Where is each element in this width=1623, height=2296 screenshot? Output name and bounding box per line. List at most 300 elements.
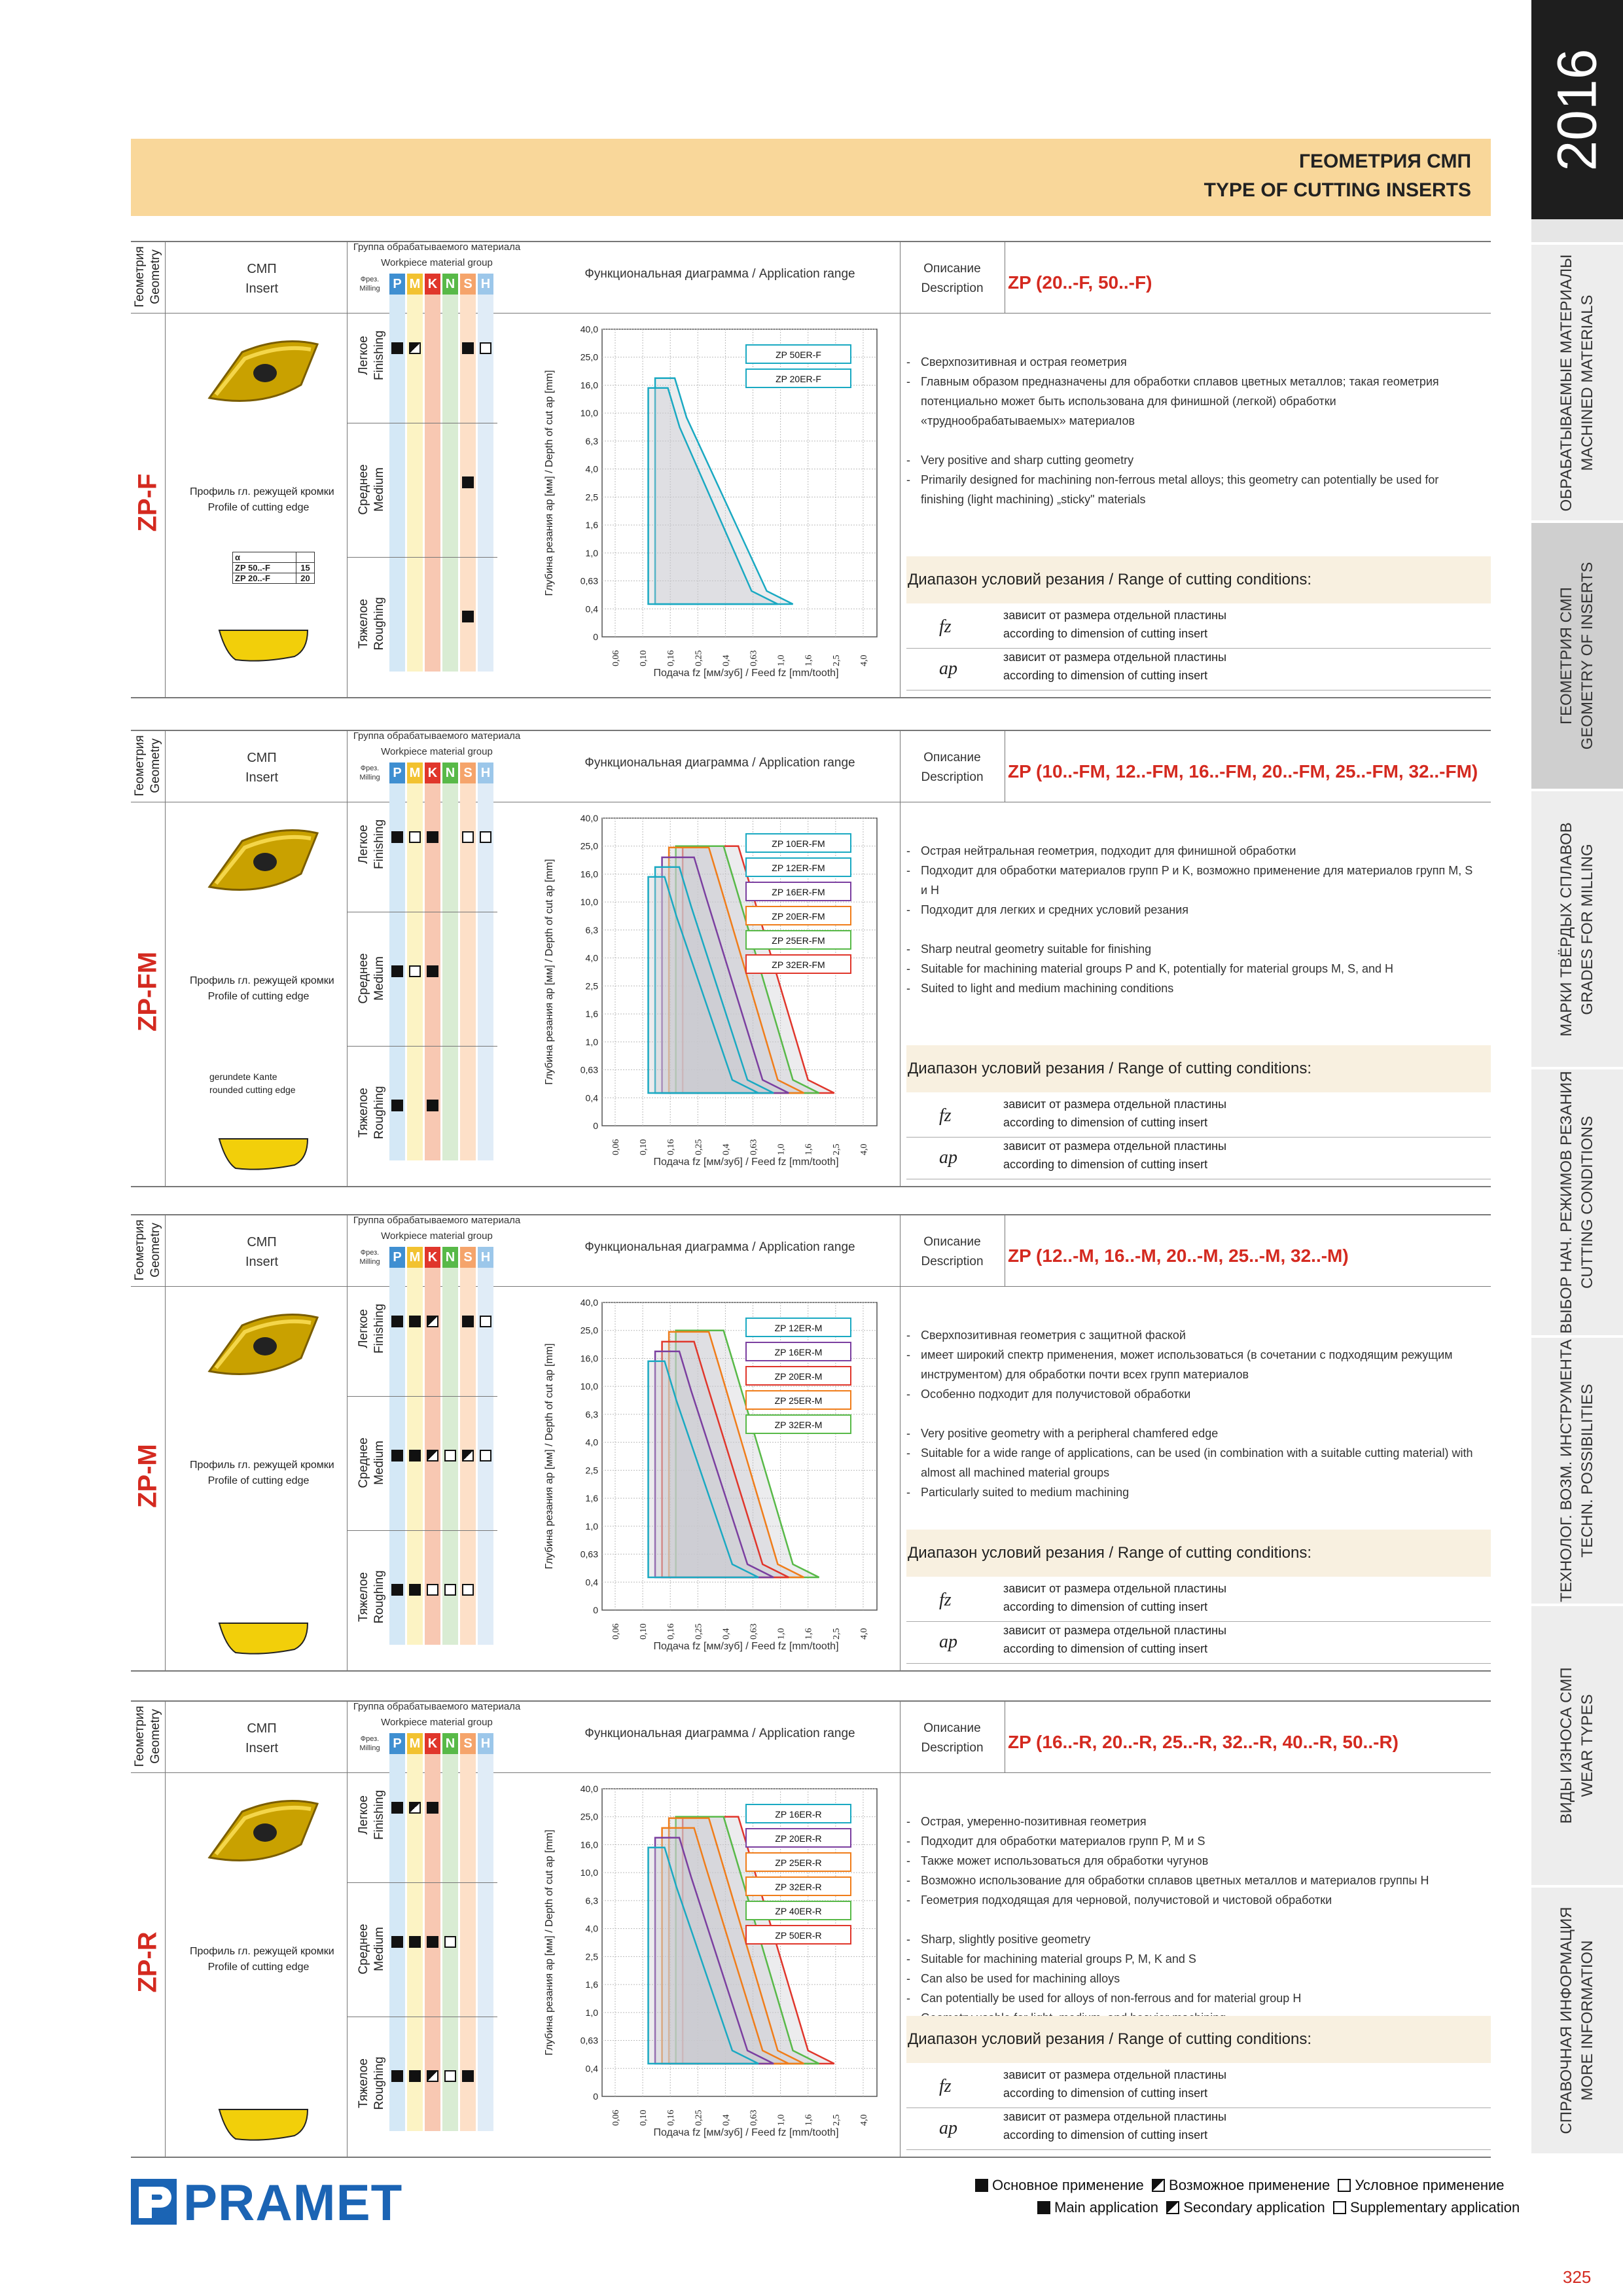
insert-image [203, 1306, 327, 1391]
y-tick-label: 2,5 [585, 492, 598, 503]
y-tick-label: 0,63 [580, 1064, 598, 1075]
insert-image [203, 821, 327, 906]
divider [131, 1286, 1491, 1287]
divider [347, 557, 497, 558]
material-band-s [460, 762, 476, 1160]
condition-en: according to dimension of cutting insert [1003, 1116, 1208, 1129]
condition-fz [906, 1581, 1491, 1621]
description-item: - Сверхпозитивная и острая геометрия [906, 352, 1482, 372]
page-header [131, 139, 1491, 216]
insert-label: СМП Insert [245, 262, 279, 296]
y-tick-label: 10,0 [580, 1867, 598, 1878]
angle-table-row [233, 562, 314, 573]
description-item: - Suitable for machining material groups P and K, potentially for material groups M, S, and H [906, 959, 1482, 978]
y-tick-label: 25,0 [580, 351, 598, 363]
y-tick-label: 1,6 [585, 520, 598, 531]
description-item: - Сверхпозитивная геометрия с защитной фаской [906, 1325, 1482, 1345]
y-tick-label: 0,63 [580, 1549, 598, 1560]
material-m: M [407, 1733, 423, 1754]
material-band-n [442, 274, 458, 672]
year-label: 2016 [1546, 48, 1608, 171]
material-group-label: Группа обрабатываемого материала Workpiece material group [353, 1215, 521, 1242]
divider [131, 697, 1491, 698]
application-mark-icon [409, 342, 421, 354]
profile-note: gerundete Kante rounded cutting edge [209, 1071, 296, 1095]
y-tick-label: 0,4 [585, 1577, 598, 1588]
y-tick-label: 16,0 [580, 1353, 598, 1364]
divider [347, 1396, 497, 1397]
divider [900, 730, 901, 1186]
side-tab-label [1556, 1339, 1598, 1602]
application-range-chart [582, 815, 883, 1155]
application-mark-icon [391, 1100, 403, 1111]
application-mark-icon [391, 2070, 403, 2082]
legend-label: ZP 12ER-M [774, 1323, 823, 1333]
application-mark-icon [427, 1802, 438, 1814]
condition-en: according to dimension of cutting insert [1003, 2087, 1208, 2100]
condition-en: according to dimension of cutting insert [1003, 1158, 1208, 1171]
material-h: H [478, 274, 493, 295]
side-tab-en: MACHINED MATERIALS [1578, 295, 1596, 471]
description-label: Описание Description [921, 751, 984, 784]
legend-en [1037, 2199, 1520, 2216]
y-tick-label: 6,3 [585, 435, 598, 446]
condition-ru: зависит от размера отдельной пластины [1003, 2110, 1227, 2123]
material-k: K [425, 1733, 440, 1754]
condition-en: according to dimension of cutting insert [1003, 627, 1208, 640]
divider [906, 690, 1491, 691]
insert-title: ZP (20..-F, 50..-F) [1008, 272, 1152, 293]
mode-finishing: Легкое Finishing [357, 1303, 386, 1354]
legend-label: ZP 20ER-M [774, 1371, 823, 1382]
x-tick-label: 0,4 [721, 1628, 732, 1640]
cutting-conditions-label: Диапазон условий резания / Range of cutting conditions: [908, 2030, 1312, 2048]
application-mark-icon [462, 2070, 474, 2082]
divider [347, 1214, 348, 1670]
material-s: S [460, 274, 476, 295]
cutting-edge-profile-icon [216, 2103, 314, 2149]
application-mark-icon [427, 1450, 438, 1462]
application-mark-icon [427, 1936, 438, 1948]
material-p: P [389, 1733, 405, 1754]
milling-label: Фрез. Milling [359, 764, 380, 781]
divider [347, 1882, 497, 1883]
header-title-ru: ГЕОМЕТРИЯ СМП [1299, 151, 1471, 172]
application-range-chart [582, 1785, 883, 2126]
y-tick-label: 1,6 [585, 1979, 598, 1990]
main-square-icon [1037, 2201, 1050, 2214]
y-tick-label: 6,3 [585, 924, 598, 935]
material-band-m [407, 274, 423, 672]
y-tick-label: 6,3 [585, 1408, 598, 1420]
x-axis-label: Подача fz [мм/зуб] / Feed fz [mm/tooth] [653, 1641, 839, 1652]
legend-ru [975, 2177, 1505, 2194]
application-mark-icon [391, 1802, 403, 1814]
secondary-square-icon [1166, 2201, 1179, 2214]
material-s: S [460, 762, 476, 783]
legend-label: ZP 40ER-R [775, 1906, 822, 1916]
side-tab-3[interactable] [1531, 789, 1623, 1067]
x-tick-label: 1,0 [776, 655, 787, 666]
legend-label: ZP 25ER-M [774, 1395, 823, 1406]
application-mark-icon [391, 1316, 403, 1327]
y-tick-label: 0,4 [585, 1092, 598, 1103]
y-tick-label: 0 [593, 1121, 598, 1131]
x-tick-label: 1,6 [804, 2114, 814, 2126]
y-tick-label: 16,0 [580, 380, 598, 391]
x-tick-label: 2,5 [831, 2114, 842, 2126]
insert-label: СМП Insert [245, 751, 279, 785]
side-tab-1[interactable] [1531, 242, 1623, 520]
y-tick-label: 40,0 [580, 1784, 598, 1794]
supplementary-square-icon [1333, 2201, 1346, 2214]
material-band-m [407, 762, 423, 1160]
material-s: S [460, 1247, 476, 1268]
description-item: - Can also be used for machining alloys [906, 1969, 1482, 1988]
application-mark-icon [409, 1450, 421, 1462]
angle-table-cell: α [235, 552, 240, 562]
side-tab-6[interactable] [1531, 1604, 1623, 1885]
application-mark-icon [480, 1316, 491, 1327]
material-group-label: Группа обрабатываемого материала Workpiece material group [353, 242, 521, 268]
application-mark-icon [409, 831, 421, 843]
application-mark-icon [409, 1316, 421, 1327]
condition-symbol: ap [939, 1147, 957, 1168]
condition-ru: зависит от размера отдельной пластины [1003, 1624, 1227, 1637]
legend-label: ZP 12ER-FM [772, 863, 825, 873]
legend-label: ZP 16ER-R [775, 1809, 822, 1820]
condition-symbol: fz [939, 1590, 952, 1610]
description-gap [906, 1910, 1482, 1929]
insert-label: СМП Insert [245, 1721, 279, 1755]
page-number: 325 [1563, 2267, 1592, 2287]
x-tick-label: 0,63 [749, 1623, 759, 1640]
description-gap [906, 920, 1482, 939]
cutting-edge-profile-icon [216, 1617, 314, 1662]
cutting-conditions-label: Диапазон условий резания / Range of cutting conditions: [908, 1544, 1312, 1562]
cutting-conditions-label: Диапазон условий резания / Range of cutting conditions: [908, 571, 1312, 588]
legend-label: ZP 20ER-F [776, 374, 821, 384]
application-mark-icon [427, 1100, 438, 1111]
mode-medium: Среднее Medium [357, 1924, 386, 1975]
application-mark-icon [444, 1450, 456, 1462]
application-range-chart [582, 326, 883, 666]
divider [347, 1530, 497, 1531]
condition-en: according to dimension of cutting insert [1003, 669, 1208, 682]
mode-finishing: Легкое Finishing [357, 819, 386, 870]
legend-label: ZP 25ER-FM [772, 935, 825, 946]
y-tick-label: 10,0 [580, 408, 598, 419]
description-text [906, 352, 1482, 509]
side-tab-2[interactable] [1531, 520, 1623, 789]
x-tick-label: 0,16 [666, 650, 677, 666]
material-m: M [407, 274, 423, 295]
legend-main-ru: Основное применение [992, 2177, 1144, 2193]
application-range-label: Функциональная диаграмма / Application range [584, 756, 855, 770]
description-label: Описание Description [921, 262, 984, 295]
material-k: K [425, 274, 440, 295]
application-mark-icon [391, 831, 403, 843]
divider [906, 1663, 1491, 1664]
description-item: - Suitable for machining material groups P, M, K and S [906, 1949, 1482, 1969]
y-tick-label: 2,5 [585, 980, 598, 992]
application-mark-icon [444, 2070, 456, 2082]
application-range-label: Функциональная диаграмма / Application range [584, 1240, 855, 1254]
material-n: N [442, 1247, 458, 1268]
application-mark-icon [462, 1316, 474, 1327]
application-mark-icon [391, 342, 403, 354]
y-tick-label: 0 [593, 632, 598, 642]
side-tab-5[interactable] [1531, 1335, 1623, 1604]
y-tick-label: 1,0 [585, 1520, 598, 1532]
application-mark-icon [427, 831, 438, 843]
material-band-h [478, 274, 493, 672]
y-axis-label: Глубина резания ap [мм] / Depth of cut ap [mm] [544, 859, 555, 1085]
x-tick-label: 0,10 [639, 1139, 649, 1155]
y-tick-label: 2,5 [585, 1951, 598, 1962]
geometry-label: Геометрия Geometry [133, 246, 162, 308]
material-n: N [442, 274, 458, 295]
divider [900, 1700, 901, 2157]
y-tick-label: 1,6 [585, 1493, 598, 1504]
condition-symbol: fz [939, 617, 952, 637]
mode-finishing: Легкое Finishing [357, 1789, 386, 1840]
side-tab-4[interactable] [1531, 1067, 1623, 1335]
application-mark-icon [480, 1450, 491, 1462]
y-tick-label: 4,0 [585, 463, 598, 475]
legend-label: ZP 32ER-FM [772, 960, 825, 970]
divider [165, 730, 166, 1186]
description-item: - Suitable for a wide range of applications, can be used (in combination with a suitable cutting material) with almost all machined material groups [906, 1443, 1482, 1482]
divider [131, 1700, 1491, 1702]
divider [131, 1186, 1491, 1187]
condition-fz [906, 2067, 1491, 2108]
description-gap [906, 431, 1482, 450]
material-band-k [425, 274, 440, 672]
description-label: Описание Description [921, 1721, 984, 1755]
legend-label: ZP 32ER-R [775, 1882, 822, 1892]
material-k: K [425, 1247, 440, 1268]
x-tick-label: 1,0 [776, 1628, 787, 1640]
side-tab-ru: ТЕХНОЛОГ. ВОЗМ. ИНСТРУМЕНТА [1558, 1339, 1575, 1602]
divider [131, 241, 1491, 242]
description-item: - Также может использоваться для обработки чугунов [906, 1851, 1482, 1871]
application-mark-icon [409, 1802, 421, 1814]
legend-label: ZP 50ER-R [775, 1930, 822, 1941]
application-mark-icon [427, 1584, 438, 1596]
material-h: H [478, 762, 493, 783]
geometry-label: Геометрия Geometry [133, 1219, 162, 1281]
mode-roughing: Тяжелое Roughing [357, 1570, 386, 1624]
y-tick-label: 2,5 [585, 1465, 598, 1476]
y-tick-label: 40,0 [580, 324, 598, 334]
section-zp-fm [131, 730, 1491, 1214]
condition-ru: зависит от размера отдельной пластины [1003, 1582, 1227, 1595]
x-tick-label: 4,0 [859, 1143, 869, 1155]
profile-label: Профиль гл. режущей кромки Profile of cutting edge [190, 975, 334, 1002]
y-tick-label: 10,0 [580, 897, 598, 908]
geometry-name: ZP-R [133, 1931, 162, 1993]
material-k: K [425, 762, 440, 783]
description-item: - Главным образом предназначены для обработки сплавов цветных металлов; такая геометрия потенциально может быть использована для финишной (легкой) обработки «труднообрабатываемых» материалов [906, 372, 1482, 431]
divider [131, 1214, 1491, 1215]
description-item: - имеет широкий спектр применения, может использоваться (в сочетании с подходящим режущим инструментом) для обработки почти всех групп материалов [906, 1345, 1482, 1384]
insert-image [203, 1792, 327, 1877]
x-tick-label: 0,63 [749, 650, 759, 666]
description-label: Описание Description [921, 1235, 984, 1268]
divider [900, 241, 901, 697]
application-mark-icon [391, 965, 403, 977]
material-m: M [407, 1247, 423, 1268]
cutting-conditions-bar [906, 2016, 1491, 2063]
application-mark-icon [480, 831, 491, 843]
y-tick-label: 4,0 [585, 1923, 598, 1934]
x-tick-label: 4,0 [859, 2114, 869, 2126]
side-tab-7[interactable] [1531, 1885, 1623, 2153]
application-mark-icon [391, 1584, 403, 1596]
application-mark-icon [462, 611, 474, 622]
y-tick-label: 1,0 [585, 547, 598, 558]
legend-label: ZP 16ER-FM [772, 887, 825, 897]
condition-ap [906, 1623, 1491, 1663]
insert-image [203, 332, 327, 418]
description-item: - Подходит для обработки материалов групп P, M и S [906, 1831, 1482, 1851]
divider [906, 2149, 1491, 2150]
divider [131, 313, 1491, 314]
x-tick-label: 0,4 [721, 655, 732, 666]
side-tab-label [1556, 562, 1598, 750]
geometry-name: ZP-M [133, 1444, 162, 1508]
description-text [906, 1325, 1482, 1502]
application-mark-icon [444, 1584, 456, 1596]
condition-ru: зависит от размера отдельной пластины [1003, 1098, 1227, 1111]
y-tick-label: 4,0 [585, 1437, 598, 1448]
description-item: - Sharp neutral geometry suitable for finishing [906, 939, 1482, 959]
legend-secondary-ru: Возможное применение [1169, 2177, 1330, 2193]
material-group-label: Группа обрабатываемого материала Workpiece material group [353, 730, 521, 757]
divider [165, 1700, 166, 2157]
y-axis-label: Глубина резания ap [мм] / Depth of cut ap [mm] [544, 1343, 555, 1570]
application-mark-icon [462, 831, 474, 843]
side-tab-en: CUTTING CONDITIONS [1578, 1116, 1596, 1289]
legend-label: ZP 32ER-M [774, 1420, 823, 1430]
y-tick-label: 25,0 [580, 1325, 598, 1336]
description-item: - Подходит для обработки материалов групп P и K, возможно применение для материалов групп M, S и H [906, 861, 1482, 900]
condition-ru: зависит от размера отдельной пластины [1003, 2068, 1227, 2081]
y-tick-label: 16,0 [580, 869, 598, 880]
profile-label: Профиль гл. режущей кромки Profile of cutting edge [190, 486, 334, 513]
x-tick-label: 0,25 [694, 1623, 704, 1640]
divider [900, 1214, 901, 1670]
cutting-conditions-bar [906, 1045, 1491, 1092]
mode-medium: Среднее Medium [357, 953, 386, 1004]
milling-label: Фрез. Milling [359, 276, 380, 293]
description-gap [906, 1404, 1482, 1424]
condition-ap [906, 649, 1491, 690]
side-tab-label [1556, 822, 1598, 1036]
y-tick-label: 1,6 [585, 1009, 598, 1020]
mode-roughing: Тяжелое Roughing [357, 2056, 386, 2110]
mode-medium: Среднее Medium [357, 464, 386, 515]
application-range-label: Функциональная диаграмма / Application range [584, 267, 855, 281]
x-tick-label: 1,0 [776, 2114, 787, 2126]
cutting-conditions-label: Диапазон условий резания / Range of cutting conditions: [908, 1060, 1312, 1077]
description-item: - Very positive and sharp cutting geometry [906, 450, 1482, 470]
application-mark-icon [444, 1936, 456, 1948]
side-tab-label [1556, 1668, 1598, 1824]
condition-ru: зависит от размера отдельной пластины [1003, 651, 1227, 664]
geometry-name: ZP-FM [133, 951, 162, 1032]
pramet-logo [131, 2174, 403, 2231]
y-tick-label: 1,0 [585, 1036, 598, 1047]
material-n: N [442, 1733, 458, 1754]
divider [165, 241, 166, 697]
condition-symbol: fz [939, 2076, 952, 2096]
application-mark-icon [462, 476, 474, 488]
legend-main-en: Main application [1054, 2199, 1158, 2215]
material-band-h [478, 1733, 493, 2131]
x-tick-label: 0,25 [694, 1139, 704, 1155]
x-tick-label: 0,06 [611, 650, 621, 666]
mode-roughing: Тяжелое Roughing [357, 597, 386, 651]
divider [131, 1670, 1491, 1672]
cutting-conditions-bar [906, 556, 1491, 603]
application-mark-icon [391, 1450, 403, 1462]
x-tick-label: 0,63 [749, 1139, 759, 1155]
x-tick-label: 2,5 [831, 655, 842, 666]
insert-title: ZP (10..-FM, 12..-FM, 16..-FM, 20..-FM, 25..-FM, 32..-FM) [1008, 761, 1478, 781]
x-tick-label: 1,6 [804, 1628, 814, 1640]
divider [906, 1137, 1491, 1138]
legend-label: ZP 20ER-R [775, 1833, 822, 1844]
side-tab-ru: ОБРАБАТЫВАЕМЫЕ МАТЕРИАЛЫ [1558, 254, 1575, 511]
insert-title: ZP (12..-M, 16..-M, 20..-M, 25..-M, 32..-M) [1008, 1246, 1349, 1266]
description-text [906, 841, 1482, 998]
section-zp-f [131, 241, 1491, 725]
material-m: M [407, 762, 423, 783]
condition-en: according to dimension of cutting insert [1003, 1642, 1208, 1655]
geometry-label: Геометрия Geometry [133, 1706, 162, 1767]
y-tick-label: 40,0 [580, 813, 598, 823]
supplementary-square-icon [1338, 2179, 1351, 2192]
material-p: P [389, 1247, 405, 1268]
angle-table-cell: ZP 50..-F [235, 563, 270, 573]
y-tick-label: 25,0 [580, 1811, 598, 1822]
y-tick-label: 0,63 [580, 2035, 598, 2046]
x-tick-label: 1,6 [804, 655, 814, 666]
condition-ru: зависит от размера отдельной пластины [1003, 1139, 1227, 1153]
x-tick-label: 0,16 [666, 2109, 677, 2126]
x-axis-label: Подача fz [мм/зуб] / Feed fz [mm/tooth] [653, 668, 839, 679]
divider [347, 1046, 497, 1047]
y-tick-label: 0 [593, 2091, 598, 2102]
side-tab-en: MORE INFORMATION [1578, 1940, 1596, 2101]
y-tick-label: 16,0 [580, 1839, 598, 1850]
application-mark-icon [409, 965, 421, 977]
x-axis-label: Подача fz [мм/зуб] / Feed fz [mm/tooth] [653, 1157, 839, 1168]
application-mark-icon [462, 1450, 474, 1462]
insert-label: СМП Insert [245, 1235, 279, 1269]
y-tick-label: 40,0 [580, 1297, 598, 1308]
condition-ru: зависит от размера отдельной пластины [1003, 609, 1227, 622]
side-tab-ru: СПРАВОЧНАЯ ИНФОРМАЦИЯ [1558, 1907, 1575, 2134]
material-band-h [478, 762, 493, 1160]
legend-label: ZP 10ER-FM [772, 838, 825, 849]
condition-symbol: ap [939, 658, 957, 679]
header-title-en: TYPE OF CUTTING INSERTS [1204, 179, 1471, 201]
description-text [906, 1812, 1482, 2028]
material-band-p [389, 274, 405, 672]
